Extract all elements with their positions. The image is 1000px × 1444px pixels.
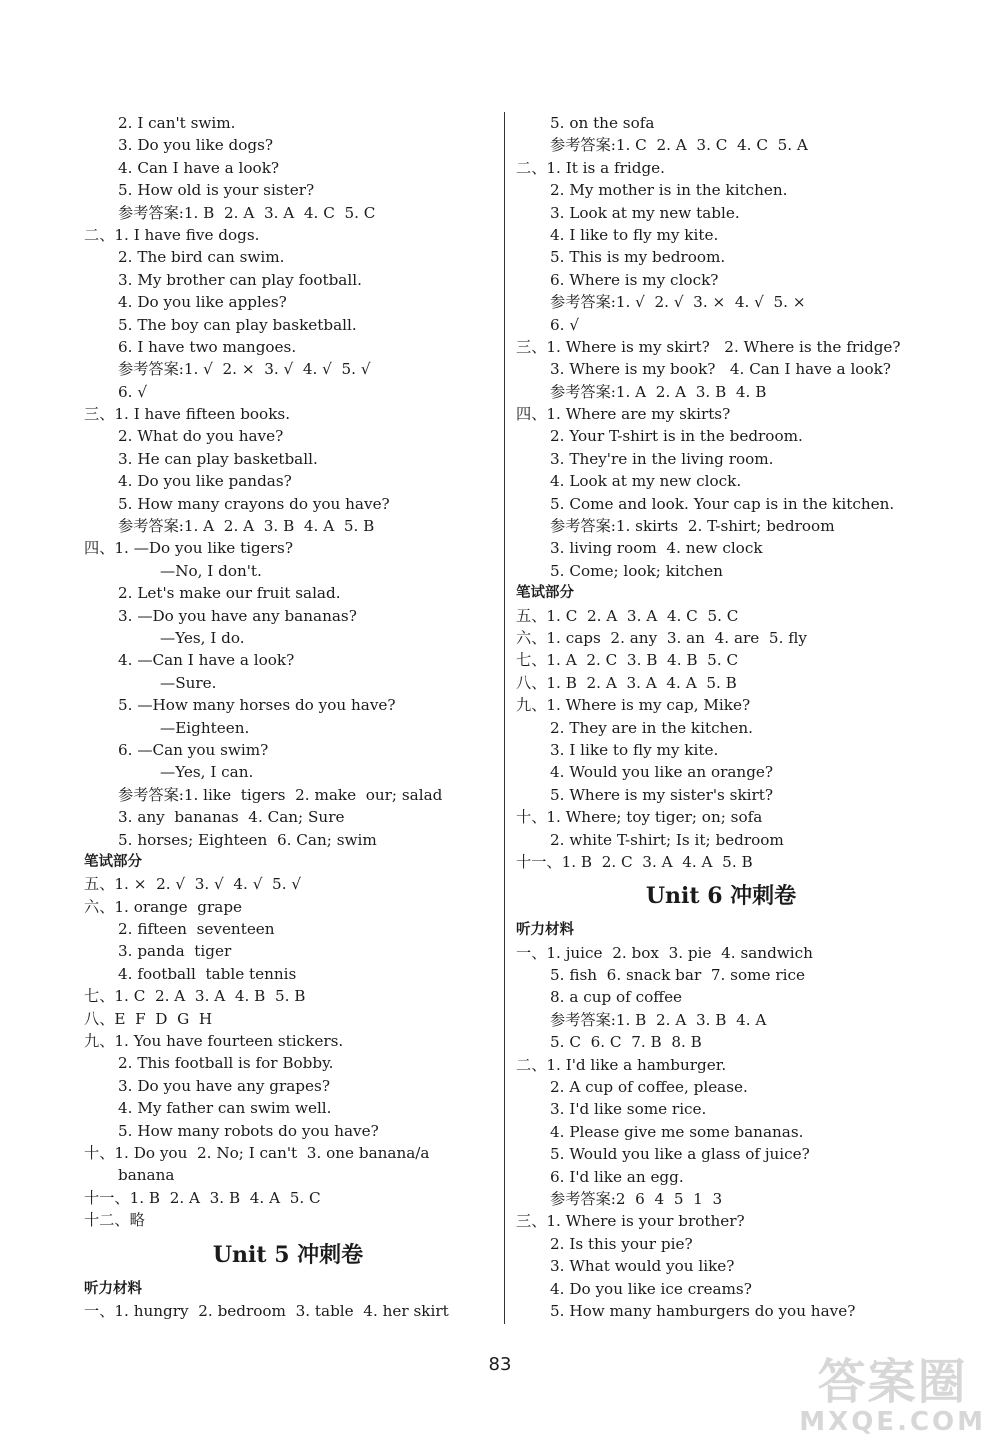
answer-line: 六、1. caps 2. any 3. an 4. are 5. fly <box>516 628 807 647</box>
answer-line: 三、1. Where is my skirt? 2. Where is the fridge? <box>516 337 901 356</box>
answer-line: 5. —How many horses do you have? <box>118 696 396 715</box>
answer-line: 2. I can't swim. <box>118 114 236 132</box>
answer-line: 5. Come and look. Your cap is in the kitchen. <box>550 494 895 513</box>
answer-line: 2. This football is for Bobby. <box>118 1054 334 1073</box>
answer-line: 5. How many hamburgers do you have? <box>550 1301 856 1320</box>
answer-line: 九、1. Where is my cap, Mike? <box>516 696 751 715</box>
answer-line: 5. horses; Eighteen 6. Can; swim <box>118 830 377 849</box>
answer-line: 3. any bananas 4. Can; Sure <box>118 808 345 827</box>
answer-line: 2. white T-shirt; Is it; bedroom <box>550 830 784 849</box>
answer-line: 二、1. I'd like a hamburger. <box>516 1055 727 1074</box>
answer-line: 参考答案:1. B 2. A 3. B 4. A <box>550 1010 767 1029</box>
answer-line: 十二、略 <box>84 1211 145 1230</box>
answer-line: 3. —Do you have any bananas? <box>118 606 357 625</box>
answer-line: 3. Look at my new table. <box>550 203 740 222</box>
answer-line: —Yes, I do. <box>160 628 245 647</box>
answer-line: 3. What would you like? <box>550 1257 735 1276</box>
answer-line: 参考答案:2 6 4 5 1 3 <box>550 1189 723 1208</box>
answer-line: 4. I like to fly my kite. <box>550 225 719 244</box>
answer-line: 一、1. juice 2. box 3. pie 4. sandwich <box>516 943 813 962</box>
answer-line: 4. Do you like apples? <box>118 293 287 312</box>
answer-line: 2. My mother is in the kitchen. <box>550 181 788 200</box>
answer-line: 七、1. C 2. A 3. A 4. B 5. B <box>84 987 306 1006</box>
answer-line: 五、1. × 2. √ 3. √ 4. √ 5. √ <box>84 875 302 894</box>
answer-line: 8. a cup of coffee <box>550 988 683 1007</box>
answer-line: 3. He can play basketball. <box>118 449 318 468</box>
answer-line: 4. Can I have a look? <box>118 158 280 177</box>
answer-line: 2. Your T-shirt is in the bedroom. <box>550 427 803 446</box>
watermark-logo <box>799 1356 986 1436</box>
answer-line: 十一、1. B 2. A 3. B 4. A 5. C <box>84 1188 321 1207</box>
answer-line: 6. √ <box>118 382 147 401</box>
answer-line: 四、1. Where are my skirts? <box>516 405 731 424</box>
answer-line: 十一、1. B 2. C 3. A 4. A 5. B <box>516 852 753 871</box>
answer-line: 2. The bird can swim. <box>118 248 285 267</box>
answer-line: 2. Let's make our fruit salad. <box>118 584 341 603</box>
answer-line: 5. C 6. C 7. B 8. B <box>550 1033 702 1052</box>
answer-line: 3. I'd like some rice. <box>550 1100 707 1119</box>
answer-line: 参考答案:1. skirts 2. T-shirt; bedroom <box>550 517 835 536</box>
answer-line: 三、1. Where is your brother? <box>516 1212 745 1231</box>
answer-line: 2. A cup of coffee, please. <box>550 1078 748 1097</box>
answer-line: 参考答案:1. A 2. A 3. B 4. B <box>550 382 767 401</box>
answer-line: 6. I have two mangoes. <box>118 337 297 356</box>
answer-line: 二、1. It is a fridge. <box>516 158 665 177</box>
answer-line: 3. Where is my book? 4. Can I have a look? <box>550 360 891 379</box>
answer-line: 三、1. I have fifteen books. <box>84 405 291 424</box>
answer-line: 十、1. Do you 2. No; I can't 3. one banana/a <box>84 1143 430 1162</box>
answer-line: 3. My brother can play football. <box>118 270 362 289</box>
answer-line: 4. Do you like pandas? <box>118 472 292 491</box>
answer-line: —Sure. <box>160 673 217 692</box>
answer-line: 5. This is my bedroom. <box>550 248 726 267</box>
answer-line: 3. They're in the living room. <box>550 449 774 468</box>
section-heading: 听力材料 <box>84 1280 142 1297</box>
answer-line: 5. Where is my sister's skirt? <box>550 785 774 804</box>
answer-line: 八、1. B 2. A 3. A 4. A 5. B <box>516 673 737 692</box>
answer-line: 3. I like to fly my kite. <box>550 740 719 759</box>
answer-line: 二、1. I have five dogs. <box>84 225 260 244</box>
answer-line: 八、E F D G H <box>84 1009 213 1028</box>
answer-line: 3. Do you like dogs? <box>118 136 274 155</box>
left-column <box>84 112 492 1322</box>
unit-title: Unit 6 冲刺卷 <box>645 883 797 910</box>
answer-line: 5. The boy can play basketball. <box>118 315 357 334</box>
answer-line: 5. How many crayons do you have? <box>118 494 390 513</box>
answer-line: 4. Look at my new clock. <box>550 472 742 491</box>
answer-line: 一、1. hungry 2. bedroom 3. table 4. her skirt <box>84 1301 449 1320</box>
answer-line: 3. panda tiger <box>118 942 232 961</box>
answer-line: 参考答案:1. A 2. A 3. B 4. A 5. B <box>118 517 375 536</box>
answer-line: 参考答案:1. B 2. A 3. A 4. C 5. C <box>118 203 376 222</box>
answer-line: 4. My father can swim well. <box>118 1099 332 1118</box>
page-number: 83 <box>488 1354 512 1375</box>
answer-line: 九、1. You have fourteen stickers. <box>84 1032 344 1051</box>
watermark-url: MXQE.COM <box>799 1407 986 1437</box>
answer-line: —No, I don't. <box>160 561 262 580</box>
answer-line: 十、1. Where; toy tiger; on; sofa <box>516 808 763 827</box>
answer-line: 5. How many robots do you have? <box>118 1121 379 1140</box>
answer-line: 3. living room 4. new clock <box>550 539 763 558</box>
answer-line: 六、1. orange grape <box>84 897 243 916</box>
section-heading: 笔试部分 <box>516 585 574 602</box>
answer-line: 七、1. A 2. C 3. B 4. B 5. C <box>516 651 739 670</box>
answer-line: 3. Do you have any grapes? <box>118 1076 330 1095</box>
answer-line: 5. Come; look; kitchen <box>550 561 723 580</box>
answer-line: 6. √ <box>550 315 579 334</box>
answer-line: 2. What do you have? <box>118 427 284 446</box>
answer-line: —Yes, I can. <box>160 763 254 782</box>
answer-line: 6. Where is my clock? <box>550 270 719 289</box>
answer-line: banana <box>118 1166 175 1185</box>
answer-line: 4. Would you like an orange? <box>550 763 774 782</box>
right-column <box>516 112 926 1322</box>
answer-line: 2. Is this your pie? <box>550 1234 693 1253</box>
section-heading: 笔试部分 <box>84 853 142 870</box>
answer-line: 参考答案:1. like tigers 2. make our; salad <box>118 785 443 804</box>
column-divider <box>504 112 505 1324</box>
answer-line: 四、1. —Do you like tigers? <box>84 539 293 558</box>
watermark-main: 答案圈 <box>817 1354 968 1410</box>
answer-line: 5. fish 6. snack bar 7. some rice <box>550 966 805 985</box>
answer-line: 5. Would you like a glass of juice? <box>550 1145 810 1164</box>
answer-line: 五、1. C 2. A 3. A 4. C 5. C <box>516 606 739 625</box>
answer-line: 6. I'd like an egg. <box>550 1167 684 1186</box>
answer-line: 5. on the sofa <box>550 114 655 132</box>
unit-title: Unit 5 冲刺卷 <box>212 1241 364 1268</box>
answer-line: 2. They are in the kitchen. <box>550 718 753 737</box>
answer-line: 4. Please give me some bananas. <box>550 1122 804 1141</box>
answer-line: 5. How old is your sister? <box>118 181 315 200</box>
answer-line: 4. —Can I have a look? <box>118 651 295 670</box>
answer-line: —Eighteen. <box>160 718 250 737</box>
answer-line: 2. fifteen seventeen <box>118 920 275 939</box>
answer-line: 参考答案:1. √ 2. × 3. √ 4. √ 5. √ <box>118 360 371 379</box>
answer-line: 4. Do you like ice creams? <box>550 1279 752 1298</box>
answer-line: 6. —Can you swim? <box>118 740 269 759</box>
answer-line: 4. football table tennis <box>118 964 297 983</box>
answer-line: 参考答案:1. C 2. A 3. C 4. C 5. A <box>550 136 808 155</box>
section-heading: 听力材料 <box>516 922 574 939</box>
answer-line: 参考答案:1. √ 2. √ 3. × 4. √ 5. × <box>550 293 806 312</box>
